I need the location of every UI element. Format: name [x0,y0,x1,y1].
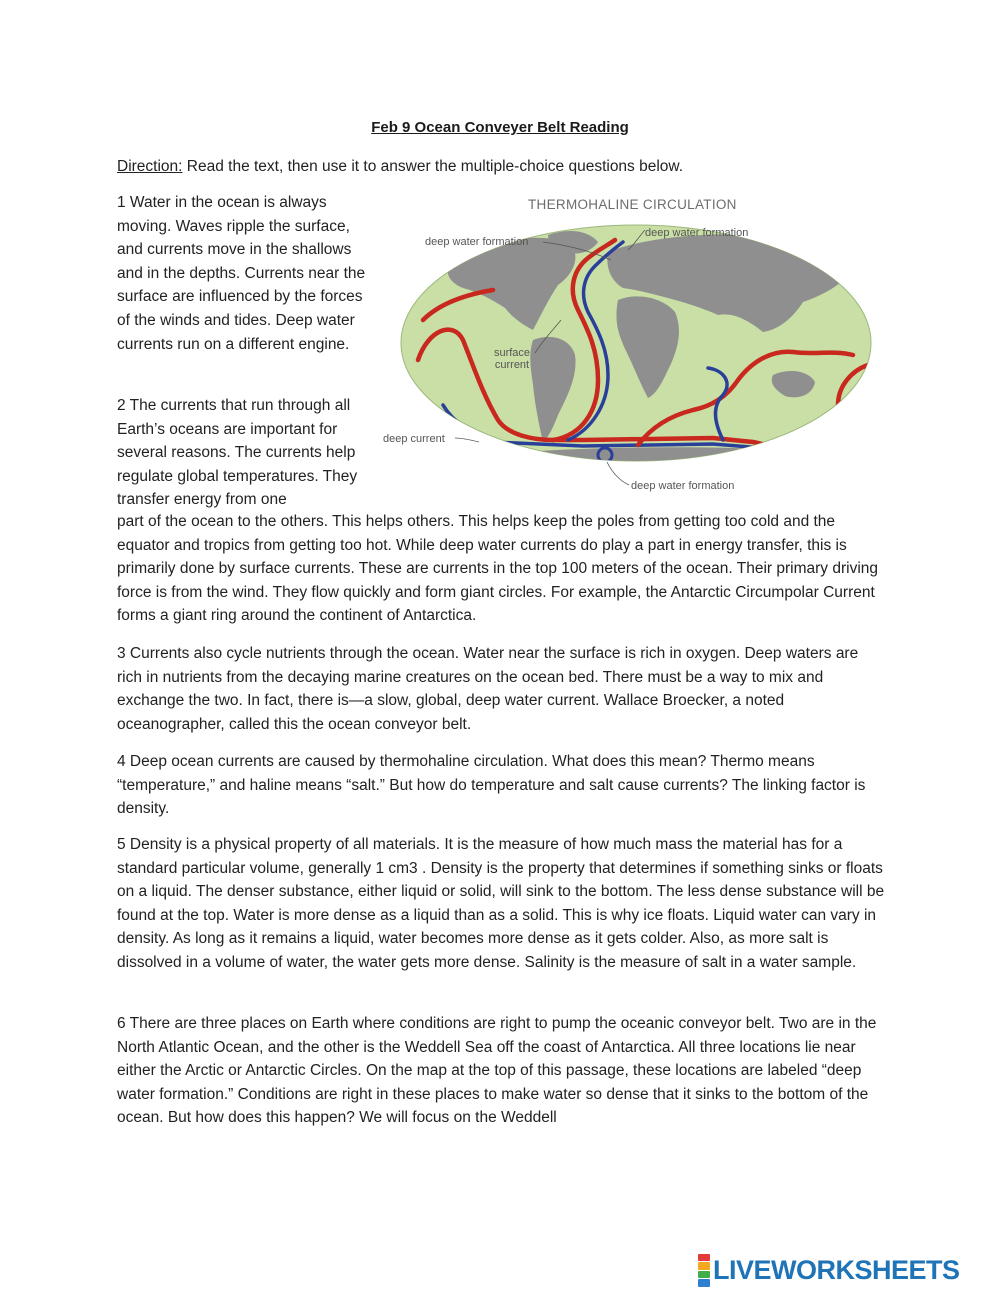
label-deep-water-formation-left: deep water formation [425,236,529,248]
logo-block-blue [698,1279,710,1287]
logo-color-blocks [698,1254,710,1287]
leader-deep [455,438,479,442]
paragraph-2-start: 2 The currents that run through all Earth’s oceans are important for several reasons. The currents help regulate global temperatures. They transfer energy from one [117,397,358,509]
logo-block-yellow [698,1262,710,1270]
logo-text: LIVEWORKSHEETS [713,1254,960,1285]
label-deep-current: deep current [383,433,445,445]
page-title: Feb 9 Ocean Conveyer Belt Reading [371,119,629,136]
antarctica-shape [443,447,843,480]
paragraph-3: 3 Currents also cycle nutrients through the ocean. Water near the surface is rich in oxygen. Deep waters are rich in nutrients from the decaying marine creatures on the ocean bed. There must be a way to mix and exchange the two. In fact, there is—a slow, global, deep water current. Wallace Broecker, a noted oceanographer, called this the ocean conveyor belt. [117,645,859,733]
paragraph-2-continued: part of the ocean to the others. This helps others. This helps keep the poles from getting too cold and the equator and tropics from getting too hot. While deep water currents do play a part in energy transfer, this is primarily done by surface currents. These are currents in the top 100 meters of the ocean. Their primary driving force is from the wind. They flow quickly and form giant circles. For example, the Antarctic Circumpolar Current forms a giant ring around the continent of Antarctica. [117,513,879,625]
label-surface-current: surface current [493,347,531,371]
paragraph-5: 5 Density is a physical property of all materials. It is the measure of how much mass the material has for a standard particular volume, generally 1 cm3 . Density is the property that determines if something sinks or floats on a liquid. The denser substance, either liquid or solid, will sink to the bottom. The less dense substance will be found at the top. Water is more dense as a liquid than as a solid. This is why ice floats. Liquid water can vary in density. As long as it remains a liquid, water becomes more dense as it gets colder. Also, as more salt is dissolved in a volume of water, the water gets more dense. Salinity is the measure of salt in a water sample. [117,836,885,971]
logo-block-green [698,1271,710,1279]
direction-label: Direction: [117,158,183,175]
paragraph-6: 6 There are three places on Earth where conditions are right to pump the oceanic conveyor belt. Two are in the North Atlantic Ocean, and the other is the Weddell Sea off the coast of Antarctica. All three locations lie near either the Arctic or Antarctic Circles. On the map at the top of this passage, these locations are labeled “deep water formation.” Conditions are right in these places to make water so dense that it sinks to the bottom of the ocean. But how does this happen? We will focus on the Weddell [117,1015,877,1127]
map-title: THERMOHALINE CIRCULATION [528,197,737,212]
thermohaline-map [383,190,883,500]
liveworksheets-logo[interactable] [698,1252,960,1288]
direction-text: Read the text, then use it to answer the multiple-choice questions below. [182,158,684,175]
label-deep-water-formation-bottom: deep water formation [631,480,735,492]
direction-line [117,155,897,179]
paragraph-1: 1 Water in the ocean is always moving. Waves ripple the surface, and currents move in the shallows and in the depths. Currents near the surface are influenced by the forces of the winds and tides. Deep water currents run on a different engine. [117,194,366,353]
paragraph-4: 4 Deep ocean currents are caused by thermohaline circulation. What does this mean? Thermo means “temperature,” and haline means “salt.” But how do temperature and salt cause currents? The linking factor is density. [117,753,866,818]
label-deep-water-formation-right: deep water formation [645,227,749,239]
leader-dwf-bottom [607,462,629,485]
logo-block-red [698,1254,710,1262]
